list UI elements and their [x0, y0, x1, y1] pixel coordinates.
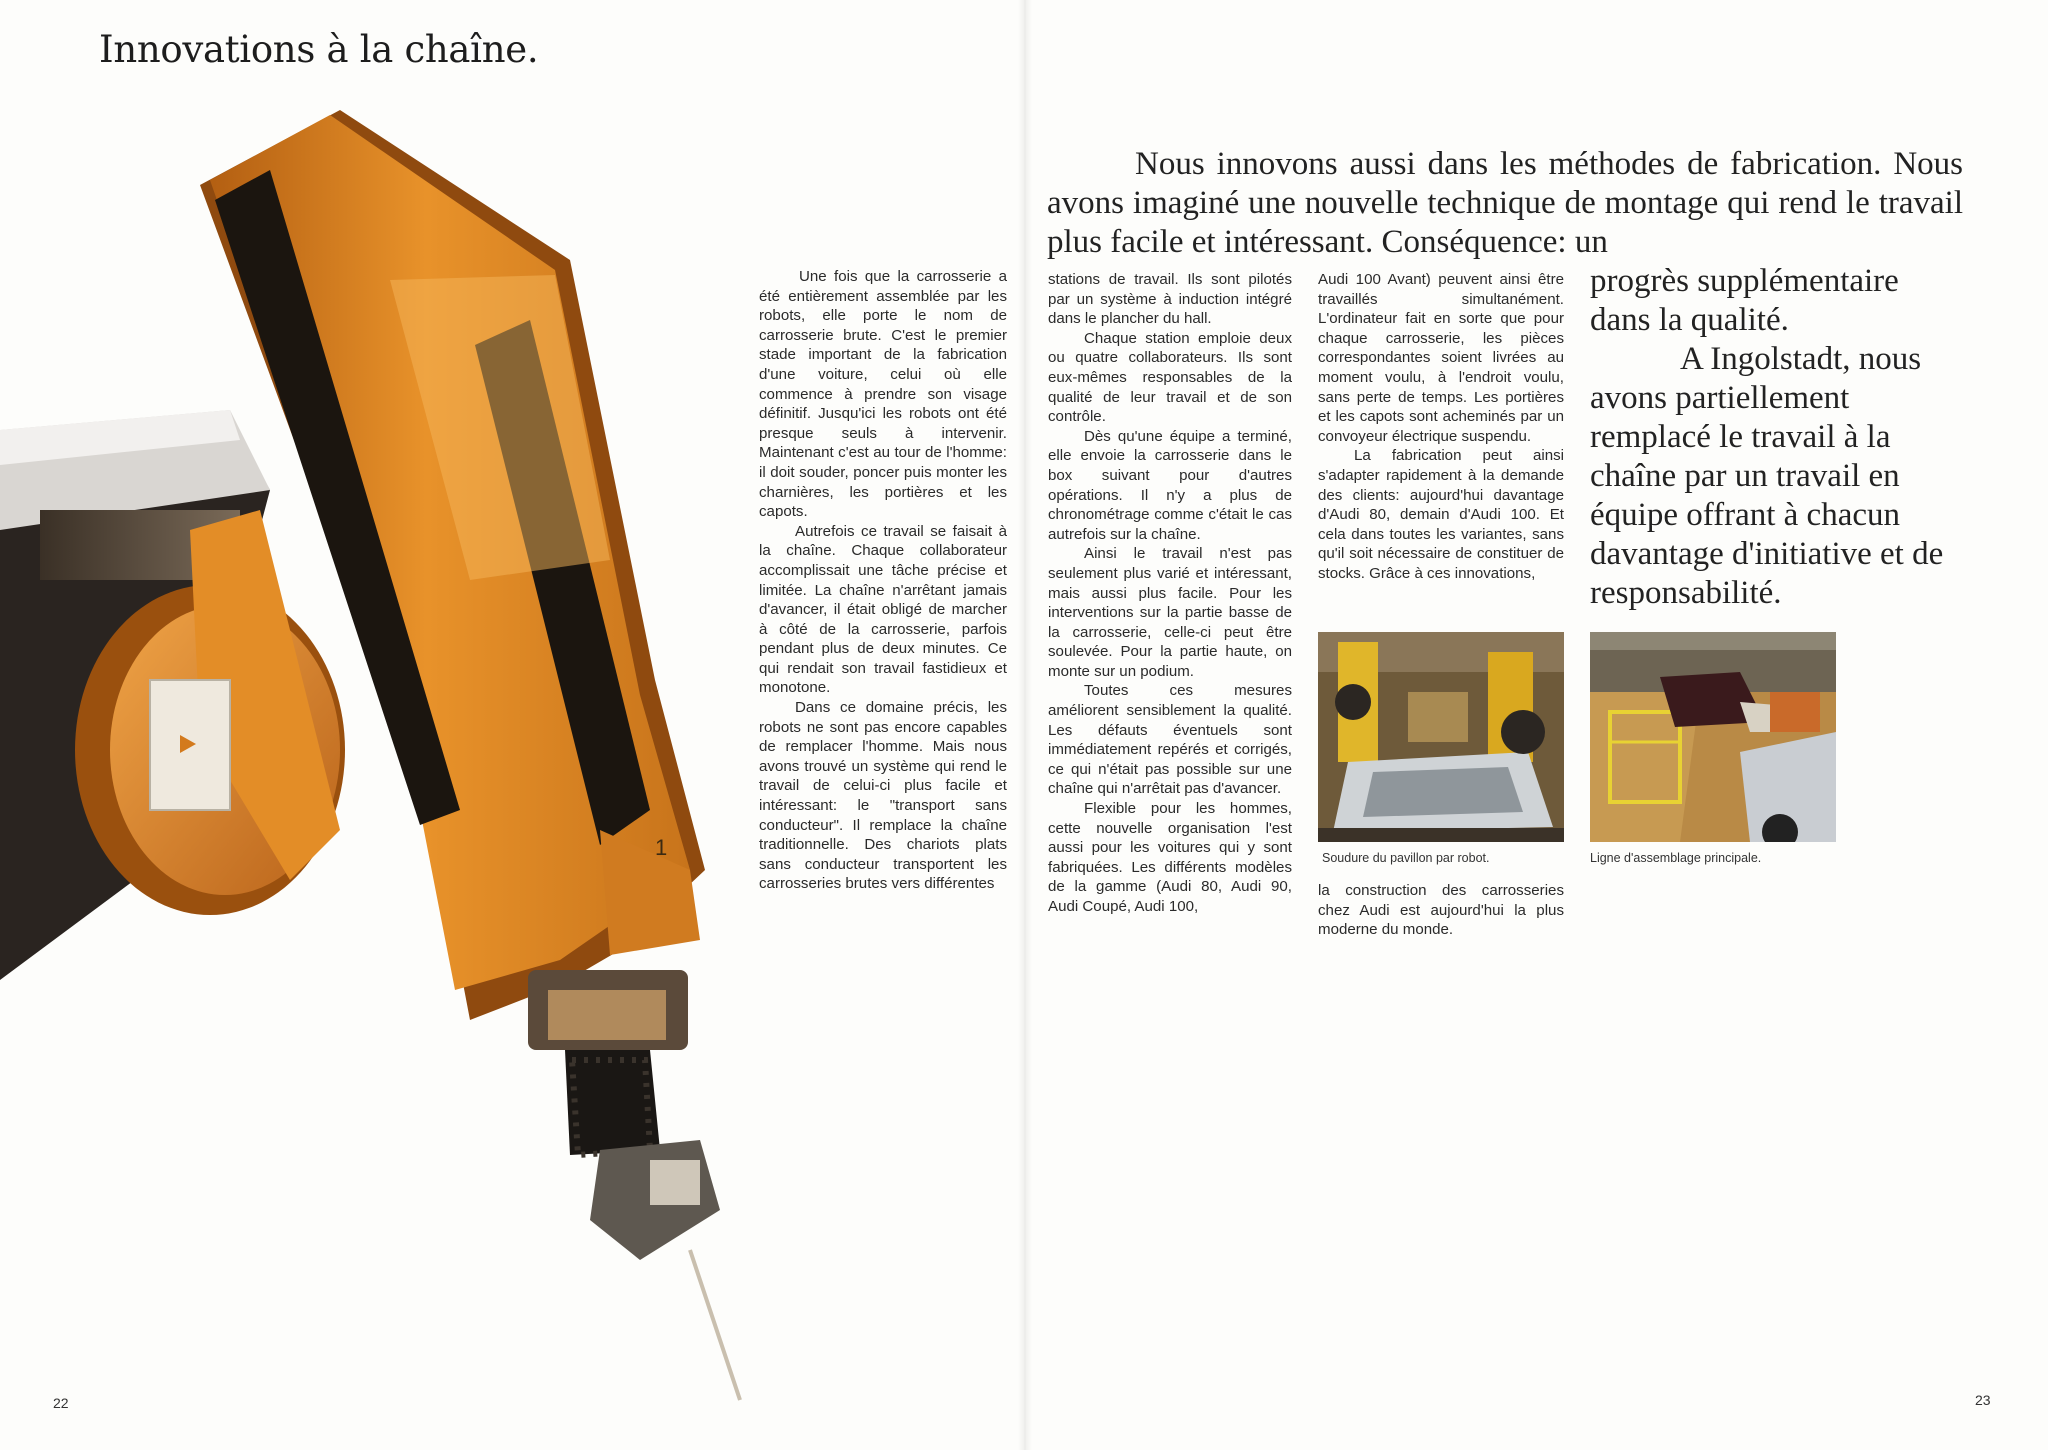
text-column-3-continued — [1318, 881, 1564, 940]
page-gutter — [1018, 0, 1032, 1450]
paragraph: Flexible pour les hommes, cette nouvelle organisation l'est aussi pour les voitures qui y sont fabriquées. Les différents modèles de la gamme (Audi 80, Audi 90, Audi Coupé, Audi 100, — [1048, 800, 1292, 915]
paragraph: La fabrication peut ainsi s'adapter rapidement à la demande des clients: aujourd'hui davantage d'Audi 80, demain d'Audi 100. Et cela dans toutes les variantes, sans qu'il soit nécessaire de constituer de stocks. Grâce à ces innovations, — [1318, 447, 1564, 582]
lead-line: progrès supplémentaire dans la qualité. — [1590, 263, 1899, 338]
paragraph: Dès qu'une équipe a terminé, elle envoie la carrosserie dans le box suivant pour d'autres opérations. Il n'y a plus de chronométrage comme c'était le cas autrefois sur la chaîne. — [1048, 427, 1292, 543]
paragraph: Une fois que la carrosserie a été entièrement assemblée par les robots, elle porte le nom de carrosserie brute. C'est le premier stade important de la fabrication d'une voiture, celui où elle commence à prendre son visage définitif. Jusqu'ici les robots ont été presque seuls à intervenir. Maintenant c'est au tour de l'homme: il doit souder, poncer puis monter les charnières, les portières et les capots. — [759, 268, 1007, 521]
paragraph: Chaque station emploie deux ou quatre collaborateurs. Ils sont eux-mêmes responsables de la qualité de leur travail et de son contrôle. — [1048, 329, 1292, 426]
photo-caption: Ligne d'assemblage principale. — [1590, 851, 1762, 865]
text-column-2 — [1048, 270, 1292, 917]
text-column-3 — [1318, 270, 1564, 584]
lead-paragraph: Nous innovons aussi dans les méthodes de fabrication. Nous avons imaginé une nouvelle technique de montage qui rend le travail plus facile et intéressant. Conséquence: un — [1047, 146, 1963, 260]
robot-arm-photo — [0, 110, 780, 1430]
paragraph: Dans ce domaine précis, les robots ne sont pas encore capables de remplacer l'homme. Mais nous avons trouvé un système qui rend le travail de celui-ci plus facile et intéressant: le "transport sans conducteur". Il remplace la chaîne traditionnelle. Des chariots plats sans conducteur transportent les carrosseries brutes vers différentes — [759, 699, 1007, 893]
lead-line: A Ingolstadt, nous avons partiellement remplacé le travail à la chaîne par un travail en équipe offrant à chacun davantage d'initiative et de responsabilité. — [1590, 341, 1944, 611]
page-number-right: 23 — [1975, 1392, 1991, 1408]
paragraph: Audi 100 Avant) peuvent ainsi être travaillés simultanément. L'ordinateur fait en sorte que pour chaque carrosserie, les pièces correspondantes soient livrées au moment voulu, à l'endroit voulu, sans perte de temps. Les portières et les capots sont acheminés par un convoyeur électrique suspendu. — [1318, 271, 1564, 445]
paragraph: Ainsi le travail n'est pas seulement plus varié et intéressant, mais aussi plus facile. Pour les interventions sur la partie basse de la carrosserie, celle-ci peut être soulevée. Pour la partie haute, on monte sur un podium. — [1048, 545, 1292, 680]
text-column-1 — [759, 267, 1007, 894]
paragraph: Autrefois ce travail se faisait à la chaîne. Chaque collaborateur accomplissait une tâche précise et limitée. La chaîne n'arrêtant jamais d'avancer, il était obligé de marcher à côté de la carrosserie, parfois pendant plus de deux minutes. Ce qui rendait son travail fastidieux et monotone. — [759, 522, 1007, 697]
page-title: Innovations à la chaîne. — [99, 28, 539, 71]
photo-caption: Soudure du pavillon par robot. — [1322, 851, 1490, 865]
paragraph: la construction des carrosseries chez Audi est aujourd'hui la plus moderne du monde. — [1318, 882, 1564, 939]
lead-paragraph-continued — [1590, 262, 1964, 613]
paragraph: Toutes ces mesures améliorent sensiblement la qualité. Les défauts éventuels sont immédiatement repérés et corrigés, ce qui n'était pas possible sur une chaîne qui n'arrêtait pas d'avancer. — [1048, 682, 1292, 798]
robot-arm-label: 1 — [655, 835, 668, 860]
photo-assembly-line — [1590, 632, 1836, 842]
page-number-left: 22 — [53, 1395, 69, 1411]
photo-roof-welding — [1318, 632, 1564, 842]
paragraph: stations de travail. Ils sont pilotés par un système à induction intégré dans le plancher du hall. — [1048, 271, 1292, 328]
